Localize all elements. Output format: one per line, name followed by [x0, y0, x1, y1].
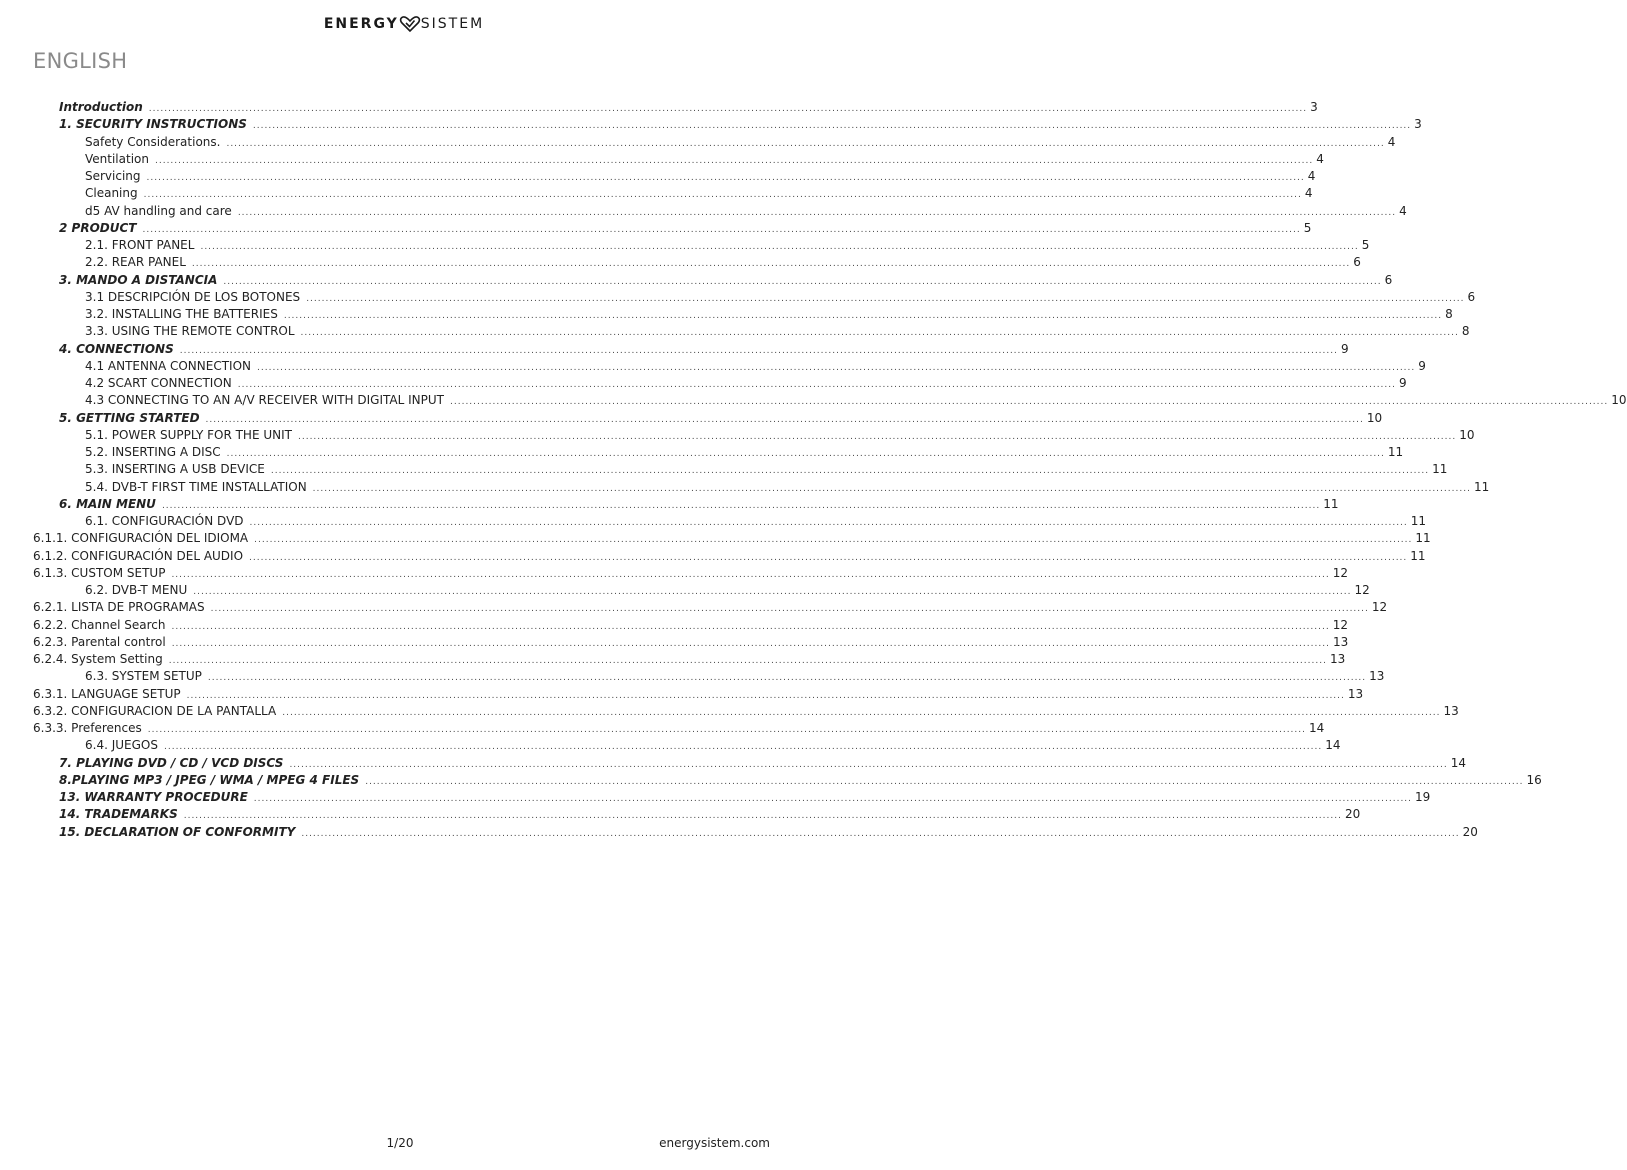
toc-entry-title: Safety Considerations.: [85, 134, 221, 149]
toc-entry-title: 5.3. INSERTING A USB DEVICE: [85, 462, 265, 477]
brand-logo: [0, 16, 808, 32]
toc-entry[interactable]: [59, 272, 1393, 289]
toc-entry-page: 10: [1611, 393, 1627, 408]
toc-entry-title: 6.3.1. LANGUAGE SETUP: [33, 686, 181, 701]
toc-entry[interactable]: [33, 634, 1349, 651]
toc-entry[interactable]: [85, 582, 1370, 599]
toc-dot-leader: ............................................................................................................................................................................................................................................................................................................: [148, 104, 1308, 114]
toc-entry-page: 12: [1332, 617, 1349, 632]
toc-dot-leader: ............................................................................................................................................................................................................................................................................................................: [171, 638, 1330, 649]
toc-entry-title: 6.3.3. Preferences: [33, 721, 142, 735]
toc-entry-title: 6.3.2. CONFIGURACION DE LA PANTALLA: [33, 703, 277, 718]
toc-entry-page: 10: [1459, 427, 1475, 442]
toc-entry-page: 14: [1450, 755, 1466, 770]
toc-dot-leader: ............................................................................................................................................................................................................................................................................................................: [226, 138, 1385, 149]
toc-entry[interactable]: [85, 427, 1475, 444]
toc-dot-leader: ............................................................................................................................................................................................................................................................................................................: [193, 587, 1352, 597]
toc-entry-title: 4.1 ANTENNA CONNECTION: [85, 358, 252, 373]
toc-entry-page: 9: [1399, 376, 1407, 390]
toc-entry[interactable]: [59, 341, 1349, 358]
toc-entry[interactable]: [85, 185, 1313, 202]
toc-entry-page: 13: [1369, 669, 1385, 684]
toc-entry-title: 3. MANDO A DISTANCIA: [59, 272, 218, 287]
toc-entry-page: 3: [1310, 100, 1318, 114]
toc-entry-page: 12: [1354, 583, 1370, 597]
toc-dot-leader: ............................................................................................................................................................................................................................................................................................................: [163, 742, 1323, 753]
toc-entry-title: 14. TRADEMARKS: [59, 807, 178, 822]
toc-entry-page: 8: [1445, 307, 1453, 321]
toc-entry[interactable]: [85, 737, 1341, 754]
toc-dot-leader: ............................................................................................................................................................................................................................................................................................................: [253, 794, 1413, 804]
toc-entry-title: 5.2. INSERTING A DISC: [85, 445, 221, 459]
toc-dot-leader: ............................................................................................................................................................................................................................................................................................................: [205, 414, 1364, 425]
toc-dot-leader: ............................................................................................................................................................................................................................................................................................................: [365, 776, 1524, 787]
toc-entry-page: 10: [1366, 410, 1383, 425]
toc-entry-page: 4: [1304, 186, 1313, 201]
toc-dot-leader: ............................................................................................................................................................................................................................................................................................................: [226, 449, 1385, 459]
toc-entry[interactable]: [59, 789, 1431, 806]
toc-entry-title: 6.3. SYSTEM SETUP: [85, 669, 202, 684]
toc-entry-title: 6.2.2. Channel Search: [33, 617, 166, 632]
toc-dot-leader: ............................................................................................................................................................................................................................................................................................................: [223, 276, 1382, 287]
heart-check-logo-icon: [400, 16, 420, 32]
toc-entry-title: 6.1. CONFIGURACIÓN DVD: [85, 514, 244, 528]
toc-dot-leader: ............................................................................................................................................................................................................................................................................................................: [171, 569, 1330, 580]
toc-entry[interactable]: [33, 651, 1346, 668]
toc-entry-title: 5.4. DVB-T FIRST TIME INSTALLATION: [85, 479, 307, 494]
toc-entry[interactable]: [33, 617, 1349, 634]
toc-entry-title: 5.1. POWER SUPPLY FOR THE UNIT: [85, 427, 292, 442]
toc-entry-title: 6.2. DVB-T MENU: [85, 583, 188, 597]
toc-entry-page: 11: [1410, 548, 1426, 563]
toc-entry-page: 9: [1341, 341, 1349, 356]
toc-entry-title: 3.1 DESCRIPCIÓN DE LOS BOTONES: [85, 289, 301, 304]
toc-entry-title: 4.2 SCART CONNECTION: [85, 376, 232, 390]
toc-entry-title: 4. CONNECTIONS: [59, 341, 174, 356]
toc-entry[interactable]: [59, 496, 1339, 513]
toc-entry-page: 14: [1325, 738, 1341, 753]
toc-entry[interactable]: [85, 479, 1490, 496]
toc-dot-leader: ............................................................................................................................................................................................................................................................................................................: [210, 604, 1369, 615]
toc-entry-title: 6.2.4. System Setting: [33, 652, 163, 666]
toc-entry-page: 6: [1353, 255, 1361, 270]
toc-entry-page: 20: [1462, 824, 1478, 839]
toc-entry-page: 3: [1414, 117, 1422, 132]
toc-entry[interactable]: [85, 151, 1324, 168]
toc-entry-page: 14: [1309, 721, 1325, 735]
toc-entry-page: 16: [1526, 772, 1542, 787]
logo-text-sistem: SISTEM: [420, 16, 485, 32]
toc-dot-leader: ............................................................................................................................................................................................................................................................................................................: [283, 311, 1443, 321]
toc-dot-leader: ............................................................................................................................................................................................................................................................................................................: [237, 380, 1397, 390]
toc-entry-title: 2.2. REAR PANEL: [85, 255, 186, 270]
toc-entry-page: 19: [1415, 790, 1431, 804]
toc-entry[interactable]: [33, 565, 1348, 582]
toc-entry[interactable]: [85, 237, 1370, 254]
toc-entry[interactable]: [85, 254, 1361, 271]
toc-dot-leader: ............................................................................................................................................................................................................................................................................................................: [300, 328, 1459, 339]
toc-dot-leader: ............................................................................................................................................................................................................................................................................................................: [249, 552, 1408, 563]
toc-entry-page: 6: [1467, 289, 1476, 304]
toc-entry-title: 13. WARRANTY PROCEDURE: [59, 790, 248, 804]
toc-dot-leader: ............................................................................................................................................................................................................................................................................................................: [289, 759, 1448, 770]
toc-dot-leader: ............................................................................................................................................................................................................................................................................................................: [270, 466, 1430, 477]
toc-entry[interactable]: [33, 530, 1431, 547]
toc-entry[interactable]: [85, 289, 1476, 306]
toc-dot-leader: ............................................................................................................................................................................................................................................................................................................: [143, 190, 1302, 201]
toc-entry-title: 6. MAIN MENU: [59, 496, 156, 511]
toc-entry[interactable]: [59, 410, 1383, 427]
toc-dot-leader: ............................................................................................................................................................................................................................................................................................................: [168, 656, 1327, 666]
toc-entry[interactable]: [59, 755, 1466, 772]
toc-dot-leader: ............................................................................................................................................................................................................................................................................................................: [249, 518, 1408, 528]
toc-entry[interactable]: [33, 703, 1459, 720]
toc-entry-title: 1. SECURITY INSTRUCTIONS: [59, 117, 247, 132]
logo-text-energy: ENERGY: [323, 16, 399, 32]
toc-entry-page: 12: [1332, 565, 1348, 580]
toc-dot-leader: ............................................................................................................................................................................................................................................................................................................: [179, 345, 1338, 356]
toc-entry[interactable]: [59, 806, 1361, 823]
toc-entry-page: 11: [1410, 514, 1427, 528]
toc-entry-title: Cleaning: [85, 186, 138, 201]
toc-dot-leader: ............................................................................................................................................................................................................................................................................................................: [171, 621, 1330, 632]
toc-entry-title: 8.PLAYING MP3 / JPEG / WMA / MPEG 4 FILES: [59, 772, 360, 787]
toc-entry-page: 8: [1461, 324, 1470, 339]
toc-entry-page: 5: [1303, 220, 1312, 235]
toc-entry-title: 3.3. USING THE REMOTE CONTROL: [85, 324, 295, 339]
toc-dot-leader: ............................................................................................................................................................................................................................................................................................................: [257, 362, 1416, 373]
toc-dot-leader: ............................................................................................................................................................................................................................................................................................................: [191, 259, 1351, 270]
toc-entry[interactable]: [59, 772, 1542, 789]
toc-entry-page: 13: [1332, 634, 1349, 649]
toc-entry[interactable]: [85, 358, 1426, 375]
toc-entry-page: 11: [1473, 479, 1490, 494]
toc-dot-leader: ............................................................................................................................................................................................................................................................................................................: [161, 500, 1321, 511]
toc-entry[interactable]: [85, 168, 1316, 185]
toc-dot-leader: ............................................................................................................................................................................................................................................................................................................: [146, 173, 1305, 183]
toc-entry-page: 5: [1361, 238, 1370, 252]
toc-entry-title: 6.2.1. LISTA DE PROGRAMAS: [33, 600, 205, 615]
toc-entry[interactable]: [85, 392, 1627, 409]
toc-entry[interactable]: [59, 99, 1318, 116]
toc-entry-page: 11: [1323, 496, 1339, 511]
toc-entry[interactable]: [85, 306, 1453, 323]
toc-entry-title: 3.2. INSTALLING THE BATTERIES: [85, 307, 278, 321]
toc-entry-title: 6.1.1. CONFIGURACIÓN DEL IDIOMA: [33, 531, 249, 546]
toc-entry-page: 9: [1418, 358, 1426, 373]
toc-entry-page: 4: [1316, 151, 1324, 166]
toc-entry-title: 2 PRODUCT: [59, 220, 137, 235]
toc-entry-title: 6.1.2. CONFIGURACIÓN DEL AUDIO: [33, 548, 244, 563]
toc-entry[interactable]: [33, 548, 1426, 565]
toc-entry[interactable]: [33, 686, 1364, 703]
website-url: energysistem.com: [659, 1136, 770, 1150]
toc-entry-page: 4: [1387, 134, 1396, 149]
toc-entry-title: 4.3 CONNECTING TO AN A/V RECEIVER WITH DIGITAL INPUT: [85, 393, 444, 408]
page-number: 1/20: [386, 1136, 414, 1150]
toc-entry[interactable]: [85, 444, 1404, 461]
toc-entry-title: Introduction: [59, 100, 143, 114]
toc-dot-leader: ............................................................................................................................................................................................................................................................................................................: [154, 155, 1314, 166]
toc-entry-title: 6.1.3. CUSTOM SETUP: [33, 565, 166, 580]
toc-dot-leader: ............................................................................................................................................................................................................................................................................................................: [207, 673, 1367, 684]
toc-entry-page: 12: [1371, 600, 1388, 615]
toc-entry-page: 11: [1415, 531, 1431, 546]
toc-entry-page: 4: [1307, 169, 1316, 183]
toc-dot-leader: ............................................................................................................................................................................................................................................................................................................: [237, 207, 1397, 218]
toc-dot-leader: ............................................................................................................................................................................................................................................................................................................: [450, 397, 1609, 408]
toc-entry-page: 11: [1432, 462, 1448, 477]
toc-entry-title: 6.2.3. Parental control: [33, 634, 166, 649]
toc-dot-leader: ............................................................................................................................................................................................................................................................................................................: [200, 242, 1359, 252]
toc-entry-page: 20: [1344, 807, 1361, 822]
language-heading: ENGLISH: [33, 49, 128, 73]
toc-entry[interactable]: [85, 461, 1448, 478]
toc-dot-leader: ............................................................................................................................................................................................................................................................................................................: [306, 293, 1465, 304]
toc-entry-title: 7. PLAYING DVD / CD / VCD DISCS: [59, 755, 284, 770]
toc-entry-page: 6: [1384, 272, 1393, 287]
toc-entry-title: Ventilation: [85, 151, 149, 166]
toc-entry[interactable]: [33, 720, 1325, 737]
toc-entry[interactable]: [85, 203, 1407, 220]
toc-dot-leader: ............................................................................................................................................................................................................................................................................................................: [183, 811, 1342, 822]
toc-entry-page: 13: [1347, 686, 1364, 701]
toc-dot-leader: ............................................................................................................................................................................................................................................................................................................: [186, 690, 1345, 701]
toc-entry[interactable]: [59, 220, 1312, 237]
toc-entry[interactable]: [85, 513, 1427, 530]
toc-dot-leader: ............................................................................................................................................................................................................................................................................................................: [301, 828, 1460, 839]
toc-entry-title: 15. DECLARATION OF CONFORMITY: [59, 824, 296, 839]
toc-entry-title: 5. GETTING STARTED: [59, 410, 200, 425]
toc-entry[interactable]: [85, 375, 1407, 392]
toc-entry[interactable]: [85, 323, 1470, 340]
toc-dot-leader: ............................................................................................................................................................................................................................................................................................................: [147, 725, 1307, 735]
toc-dot-leader: ............................................................................................................................................................................................................................................................................................................: [252, 121, 1412, 132]
toc-entry-title: 6.4. JUEGOS: [85, 738, 158, 753]
toc-entry-title: d5 AV handling and care: [85, 203, 232, 218]
toc-dot-leader: ............................................................................................................................................................................................................................................................................................................: [297, 431, 1457, 442]
toc-entry[interactable]: [59, 824, 1478, 841]
toc-entry-page: 13: [1443, 703, 1459, 718]
toc-dot-leader: ............................................................................................................................................................................................................................................................................................................: [142, 224, 1301, 235]
toc-entry[interactable]: [85, 134, 1396, 151]
toc-entry[interactable]: [85, 668, 1385, 685]
toc-dot-leader: ............................................................................................................................................................................................................................................................................................................: [282, 707, 1441, 718]
toc-entry-title: Servicing: [85, 169, 141, 183]
toc-entry-page: 11: [1387, 445, 1404, 459]
toc-entry-title: 2.1. FRONT PANEL: [85, 238, 195, 252]
toc-entry[interactable]: [59, 116, 1422, 133]
toc-entry[interactable]: [33, 599, 1388, 616]
toc-dot-leader: ............................................................................................................................................................................................................................................................................................................: [312, 483, 1471, 494]
toc-entry-page: 13: [1329, 652, 1346, 666]
toc-entry-page: 4: [1399, 203, 1407, 218]
toc-dot-leader: ............................................................................................................................................................................................................................................................................................................: [254, 535, 1413, 546]
